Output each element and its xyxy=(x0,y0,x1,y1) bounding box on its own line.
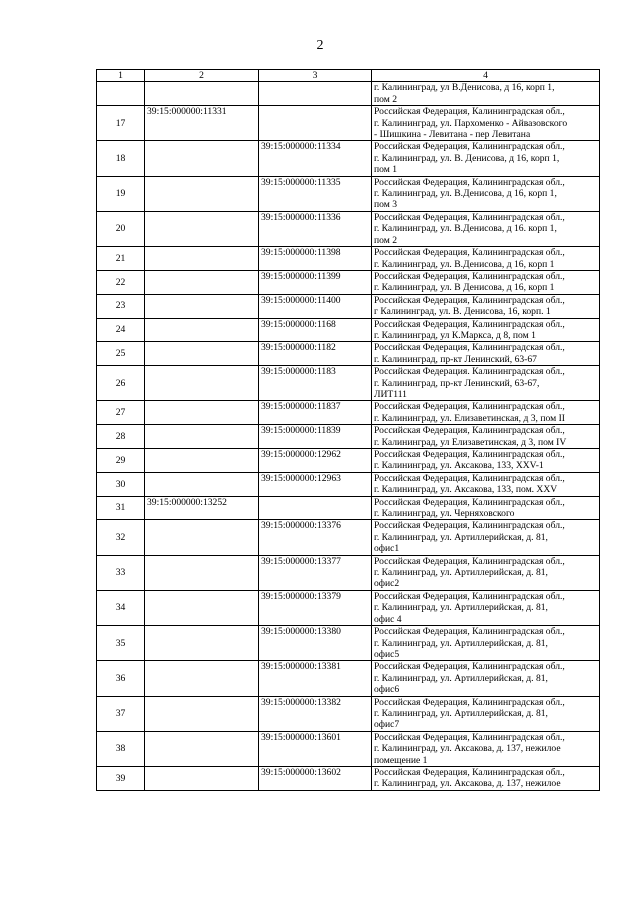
address-cell xyxy=(372,318,600,342)
row-number-cell: 18 xyxy=(97,141,145,176)
table-row xyxy=(97,366,600,401)
object-cadastral-number-cell: 39:15:000000:13377 xyxy=(259,555,372,590)
object-cadastral-number-cell: 39:15:000000:13380 xyxy=(259,626,372,661)
address-line: Российская Федерация, Калининградская обл., xyxy=(374,661,565,673)
address-line: Российская Федерация, Калининградская обл., xyxy=(374,626,565,638)
cadastral-number-cell xyxy=(145,520,259,555)
table-row xyxy=(97,176,600,211)
address-cell xyxy=(372,141,600,176)
address-line: Российская Федерация. Калининградская обл., xyxy=(374,366,565,378)
object-cadastral-number-cell: 39:15:000000:11839 xyxy=(259,425,372,449)
table-row xyxy=(97,425,600,449)
cadastral-number-cell xyxy=(145,472,259,496)
object-cadastral-number-cell: 39:15:000000:11399 xyxy=(259,270,372,294)
table-row xyxy=(97,211,600,246)
table-row xyxy=(97,496,600,520)
address-line: Российская Федерация, Калининградская обл., xyxy=(374,472,565,484)
row-number-cell: 37 xyxy=(97,696,145,731)
address-line: г. Калининград, ул Елизаветинская, д 3, пом IV xyxy=(374,436,567,448)
address-line: Российская Федерация, Калининградская обл., xyxy=(374,270,565,282)
table-row xyxy=(97,449,600,473)
address-line: г. Калининград, ул. В. Денисова, д 16, корп 1, xyxy=(374,152,560,164)
address-cell xyxy=(372,496,600,520)
registry-table xyxy=(96,69,600,791)
table-row xyxy=(97,472,600,496)
object-cadastral-number-cell: 39:15:000000:1182 xyxy=(259,342,372,366)
cadastral-number-cell xyxy=(145,211,259,246)
cadastral-number-cell xyxy=(145,590,259,625)
table-row xyxy=(97,766,600,790)
row-number-cell: 32 xyxy=(97,520,145,555)
cadastral-number-cell xyxy=(145,555,259,590)
table-row xyxy=(97,106,600,141)
address-cell xyxy=(372,270,600,294)
address-line: Российская Федерация, Калининградская обл., xyxy=(374,590,565,602)
cadastral-number-cell xyxy=(145,766,259,790)
address-line: Российская Федерация, Калининградская обл., xyxy=(374,766,565,778)
address-line: г. Калининград, ул. Артиллерийская, д. 81, xyxy=(374,531,548,543)
address-cell xyxy=(372,176,600,211)
object-cadastral-number-cell xyxy=(259,106,372,141)
table-row xyxy=(97,401,600,425)
cadastral-number-cell xyxy=(145,425,259,449)
address-cell xyxy=(372,520,600,555)
cadastral-number-cell xyxy=(145,661,259,696)
address-cell xyxy=(372,106,600,141)
row-number-cell: 23 xyxy=(97,294,145,318)
address-line: пом 2 xyxy=(374,93,398,105)
row-number-cell: 20 xyxy=(97,211,145,246)
object-cadastral-number-cell: 39:15:000000:12962 xyxy=(259,449,372,473)
registry-table-body xyxy=(97,70,600,791)
header-cell-1: 1 xyxy=(97,70,145,82)
address-line: г. Калининград, ул. В.Денисова, д 16. корп 1, xyxy=(374,223,557,235)
address-line: г. Калининград, ул. Елизаветинская, д 3, пом II xyxy=(374,412,565,424)
header-cell-2: 2 xyxy=(145,70,259,82)
address-line: офис6 xyxy=(374,684,400,696)
address-cell xyxy=(372,247,600,271)
table-row xyxy=(97,520,600,555)
table-row xyxy=(97,696,600,731)
address-line: Российская Федерация, Калининградская обл., xyxy=(374,401,565,413)
address-line: пом 3 xyxy=(374,199,398,211)
address-line: г. Калининград, ул. Артиллерийская, д. 81, xyxy=(374,637,548,649)
row-number-cell: 25 xyxy=(97,342,145,366)
row-number-cell: 19 xyxy=(97,176,145,211)
address-line: пом 2 xyxy=(374,234,398,246)
table-row xyxy=(97,555,600,590)
address-line: г. Калининград, ул. Аксакова, д. 137, нежилое xyxy=(374,743,561,755)
row-number-cell: 27 xyxy=(97,401,145,425)
address-cell xyxy=(372,472,600,496)
object-cadastral-number-cell xyxy=(259,496,372,520)
object-cadastral-number-cell xyxy=(259,82,372,106)
address-line: г Калининград, ул. В. Денисова, 16, корп. 1 xyxy=(374,306,551,318)
cadastral-number-cell xyxy=(145,449,259,473)
object-cadastral-number-cell: 39:15:000000:13601 xyxy=(259,731,372,766)
address-line: г. Калининград, пр-кт Ленинский, 63-67, xyxy=(374,377,540,389)
address-line: Российская Федерация, Калининградская обл., xyxy=(374,106,565,118)
cadastral-number-cell xyxy=(145,366,259,401)
address-line: г. Калининград, ул. Аксакова, 133, XXV-1 xyxy=(374,460,544,472)
header-cell-3: 3 xyxy=(259,70,372,82)
address-line: Российская Федерация, Калининградская обл., xyxy=(374,555,565,567)
address-line: Российская Федерация, Калининградская обл., xyxy=(374,318,565,330)
address-line: Российская Федерация, Калининградская обл., xyxy=(374,342,565,354)
table-row xyxy=(97,318,600,342)
address-line: г. Калининград, ул. Аксакова, 133, пом. XXV xyxy=(374,484,558,496)
cadastral-number-cell xyxy=(145,626,259,661)
cadastral-number-cell: 39:15:000000:11331 xyxy=(145,106,259,141)
address-line: Российская Федерация, Калининградская обл., xyxy=(374,141,565,153)
cadastral-number-cell xyxy=(145,270,259,294)
address-cell xyxy=(372,626,600,661)
address-cell xyxy=(372,82,600,106)
cadastral-number-cell xyxy=(145,141,259,176)
cadastral-number-cell xyxy=(145,247,259,271)
address-line: Российская Федерация, Калининградская обл., xyxy=(374,425,565,437)
row-number-cell: 33 xyxy=(97,555,145,590)
address-line: Российская Федерация, Калининградская обл., xyxy=(374,247,565,259)
row-number-cell: 35 xyxy=(97,626,145,661)
address-line: офис7 xyxy=(374,719,400,731)
object-cadastral-number-cell: 39:15:000000:13379 xyxy=(259,590,372,625)
table-row xyxy=(97,247,600,271)
cadastral-number-cell xyxy=(145,82,259,106)
address-cell xyxy=(372,766,600,790)
object-cadastral-number-cell: 39:15:000000:13382 xyxy=(259,696,372,731)
address-line: пом 1 xyxy=(374,164,398,176)
row-number-cell xyxy=(97,82,145,106)
row-number-cell: 36 xyxy=(97,661,145,696)
address-line: г. Калининград, ул. Пархоменко - Айвазовского xyxy=(374,117,568,129)
row-number-cell: 39 xyxy=(97,766,145,790)
address-cell xyxy=(372,294,600,318)
address-cell xyxy=(372,696,600,731)
address-line: Российская Федерация, Калининградская обл., xyxy=(374,496,565,508)
object-cadastral-number-cell: 39:15:000000:1183 xyxy=(259,366,372,401)
table-row xyxy=(97,294,600,318)
object-cadastral-number-cell: 39:15:000000:13376 xyxy=(259,520,372,555)
row-number-cell: 29 xyxy=(97,449,145,473)
address-cell xyxy=(372,731,600,766)
object-cadastral-number-cell: 39:15:000000:11335 xyxy=(259,176,372,211)
table-row xyxy=(97,590,600,625)
address-line: офис 4 xyxy=(374,613,402,625)
row-number-cell: 31 xyxy=(97,496,145,520)
address-cell xyxy=(372,211,600,246)
address-cell xyxy=(372,342,600,366)
row-number-cell: 17 xyxy=(97,106,145,141)
header-cell-4: 4 xyxy=(372,70,600,82)
address-line: г. Калининград, ул. Артиллерийская, д. 81, xyxy=(374,672,548,684)
row-number-cell: 38 xyxy=(97,731,145,766)
address-line: Российская Федерация, Калининградская обл., xyxy=(374,449,565,460)
address-line: г. Калининград, ул К.Маркса, д 8, пом 1 xyxy=(374,329,536,341)
address-line: г. Калининград, ул. В.Денисова, д 16, корп 1 xyxy=(374,258,555,270)
address-line: офис5 xyxy=(374,648,400,660)
cadastral-number-cell: 39:15:000000:13252 xyxy=(145,496,259,520)
address-cell xyxy=(372,590,600,625)
row-number-cell: 24 xyxy=(97,318,145,342)
address-line: Российская Федерация, Калининградская обл., xyxy=(374,211,565,223)
row-number-cell: 21 xyxy=(97,247,145,271)
cadastral-number-cell xyxy=(145,294,259,318)
cadastral-number-cell xyxy=(145,342,259,366)
address-cell xyxy=(372,449,600,473)
address-line: Российская Федерация, Калининградская обл., xyxy=(374,731,565,743)
table-header-row xyxy=(97,70,600,82)
address-line: г. Калининград, ул В.Денисова, д 16, корп 1, xyxy=(374,82,555,94)
object-cadastral-number-cell: 39:15:000000:12963 xyxy=(259,472,372,496)
address-line: Российская Федерация, Калининградская обл., xyxy=(374,176,565,188)
address-line: ЛИТ111 xyxy=(374,388,407,400)
row-number-cell: 28 xyxy=(97,425,145,449)
address-cell xyxy=(372,661,600,696)
cadastral-number-cell xyxy=(145,176,259,211)
table-row xyxy=(97,731,600,766)
object-cadastral-number-cell: 39:15:000000:11334 xyxy=(259,141,372,176)
address-cell xyxy=(372,425,600,449)
address-line: Российская Федерация, Калининградская обл., xyxy=(374,696,565,708)
cadastral-number-cell xyxy=(145,318,259,342)
cadastral-number-cell xyxy=(145,696,259,731)
cadastral-number-cell xyxy=(145,731,259,766)
object-cadastral-number-cell: 39:15:000000:13602 xyxy=(259,766,372,790)
address-line: г. Калининград, ул. В.Денисова, д 16, корп 1, xyxy=(374,188,557,200)
row-number-cell: 34 xyxy=(97,590,145,625)
address-cell xyxy=(372,366,600,401)
row-number-cell: 30 xyxy=(97,472,145,496)
table-row xyxy=(97,141,600,176)
table-row xyxy=(97,342,600,366)
page-number: 2 xyxy=(316,38,324,53)
object-cadastral-number-cell: 39:15:000000:13381 xyxy=(259,661,372,696)
address-line: - Шишкина - Левитана - пер Левитана xyxy=(374,129,531,141)
address-cell xyxy=(372,401,600,425)
address-line: г. Калининград, ул. Артиллерийская, д. 81, xyxy=(374,602,548,614)
address-line: Российская Федерация, Калининградская обл., xyxy=(374,294,565,306)
table-row xyxy=(97,626,600,661)
row-number-cell: 22 xyxy=(97,270,145,294)
address-line: Российская Федерация, Калининградская обл., xyxy=(374,520,565,532)
object-cadastral-number-cell: 39:15:000000:1168 xyxy=(259,318,372,342)
address-cell xyxy=(372,555,600,590)
address-line: г. Калининград, ул. Черняховского xyxy=(374,508,515,520)
address-line: г. Калининград, пр-кт Ленинский, 63-67 xyxy=(374,353,537,365)
table-row xyxy=(97,82,600,106)
address-line: офис1 xyxy=(374,543,400,555)
address-line: г. Калининград, ул. Артиллерийская, д. 81, xyxy=(374,707,548,719)
row-number-cell: 26 xyxy=(97,366,145,401)
table-row xyxy=(97,661,600,696)
address-line: офис2 xyxy=(374,578,400,590)
object-cadastral-number-cell: 39:15:000000:11400 xyxy=(259,294,372,318)
object-cadastral-number-cell: 39:15:000000:11336 xyxy=(259,211,372,246)
table-row xyxy=(97,270,600,294)
object-cadastral-number-cell: 39:15:000000:11398 xyxy=(259,247,372,271)
address-line: г. Калининград, ул. Аксакова, д. 137, нежилое xyxy=(374,778,561,790)
cadastral-number-cell xyxy=(145,401,259,425)
address-line: помещение 1 xyxy=(374,754,428,766)
address-line: г. Калининград, ул. Артиллерийская, д. 81, xyxy=(374,567,548,579)
object-cadastral-number-cell: 39:15:000000:11837 xyxy=(259,401,372,425)
address-line: г. Калининград, ул. В Денисова, д 16, корп 1 xyxy=(374,282,555,294)
